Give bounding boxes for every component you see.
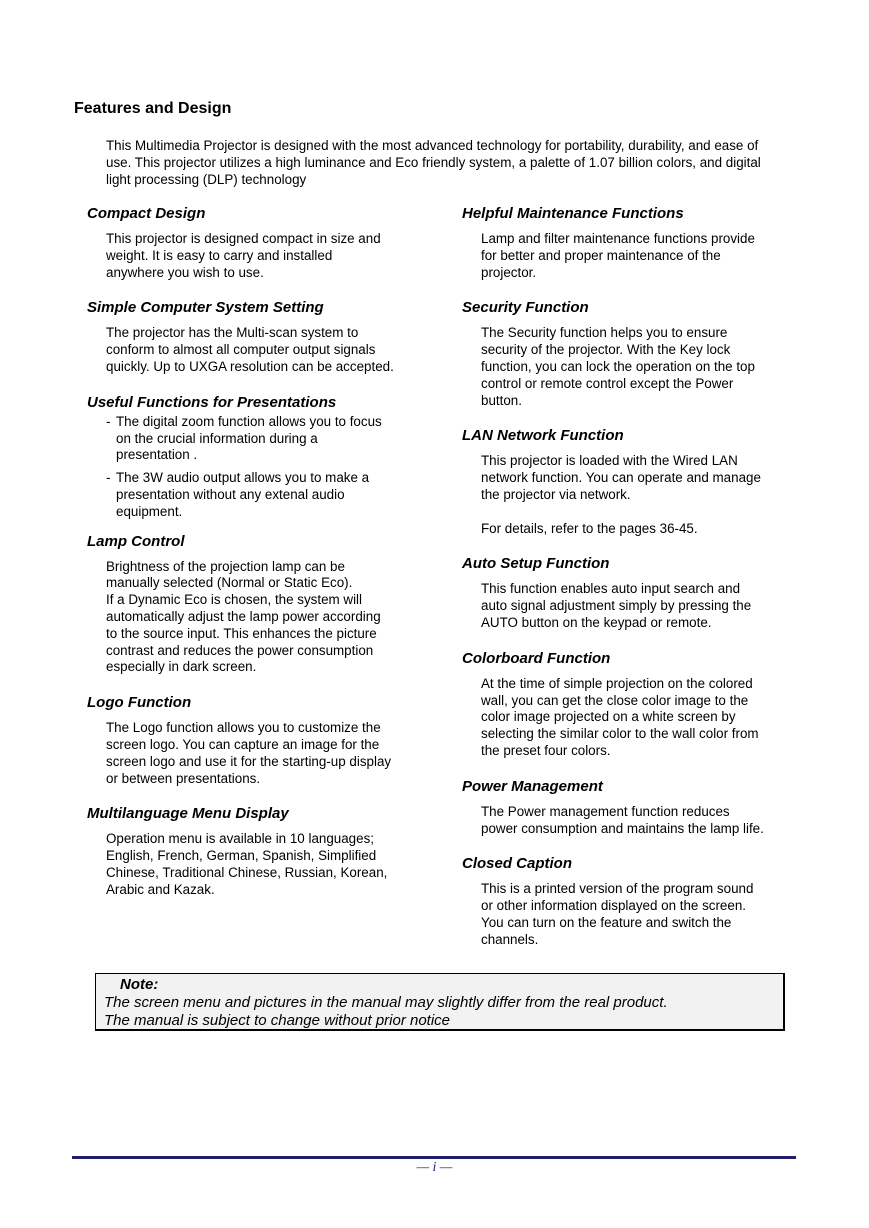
note-label: Note: — [120, 976, 159, 993]
section-power-management — [462, 778, 802, 838]
section-computer-setting — [87, 299, 432, 375]
section-logo-function — [87, 694, 432, 787]
section-title: Closed Caption — [462, 855, 573, 873]
section-closed-caption — [462, 855, 802, 948]
section-title: Lamp Control — [87, 532, 185, 550]
intro-paragraph: This Multimedia Projector is designed with the most advanced technology for portability, durability, and ease of use. This projector utilizes a high luminance and Eco friendly system, a palette of 1.07 billion colors, and digital light processing (DLP) technology — [106, 138, 761, 187]
section-title: Security Function — [462, 299, 589, 317]
note-text: The screen menu and pictures in the manual may slightly differ from the real product. — [104, 994, 668, 1011]
page-number: — i — — [416, 1160, 453, 1175]
section-body: This function enables auto input search and auto signal adjustment simply by pressing the AUTO button on the keypad or remote. — [481, 581, 752, 630]
section-title: Helpful Maintenance Functions — [462, 205, 684, 222]
section-body: Lamp and filter maintenance functions provide for better and proper maintenance of the projector. — [481, 231, 755, 280]
section-multilanguage — [87, 805, 432, 898]
section-title: Useful Functions for Presentations — [87, 393, 337, 411]
section-security — [462, 299, 802, 409]
section-body: The Security function helps you to ensure security of the projector. With the Key lock function, you can lock the operation on the top control or remote control except the Power button. — [481, 325, 755, 408]
section-compact-design — [87, 205, 432, 281]
bullet-item — [106, 470, 432, 520]
section-body: The Power management function reduces power consumption and maintains the lamp life. — [481, 803, 764, 836]
section-body: This projector is designed compact in size and weight. It is easy to carry and installed anywhere you wish to use. — [106, 231, 381, 280]
right-column — [462, 205, 802, 967]
section-title: Colorboard Function — [462, 649, 611, 667]
bullet-item — [106, 414, 432, 464]
left-column — [87, 205, 432, 917]
section-colorboard — [462, 650, 802, 760]
note-text: The manual is subject to change without prior notice — [104, 1012, 451, 1029]
section-body: This projector is loaded with the Wired LAN network function. You can operate and manage the projector via network. For details, refer to the pages 36-45. — [481, 453, 761, 536]
section-body: The Logo function allows you to customize the screen logo. You can capture an image for the screen logo and use it for the starting-up display or between presentations. — [106, 720, 392, 786]
section-title: Logo Function — [87, 694, 192, 712]
section-title: LAN Network Function — [462, 427, 624, 445]
footer-rule — [72, 1156, 796, 1159]
section-body: Operation menu is available in 10 languages; English, French, German, Spanish, Simplified Chinese, Traditional Chinese, Russian, Korean, Arabic and Kazak. — [106, 831, 388, 897]
section-title: Power Management — [462, 777, 603, 795]
section-title: Simple Computer System Setting — [87, 299, 324, 317]
section-maintenance — [462, 205, 802, 281]
bullet-text: The 3W audio output allows you to make a presentation without any extenal audio equipment. — [116, 470, 370, 519]
bullet-text: The digital zoom function allows you to focus on the crucial information during a presentation . — [116, 413, 382, 463]
section-presentations — [87, 394, 432, 521]
section-body: Brightness of the projection lamp can be manually selected (Normal or Static Eco). If a Dynamic Eco is chosen, the system will automatically adjust the lamp power according to the source input. This enhances the picture contrast and reduces the power consumption especially in dark screen. — [106, 558, 381, 675]
page-title: Features and Design — [74, 100, 232, 117]
section-lan-network — [462, 427, 802, 537]
section-auto-setup — [462, 555, 802, 631]
section-body: The projector has the Multi-scan system to conform to almost all computer output signals quickly. Up to UXGA resolution can be accepted. — [106, 325, 394, 374]
section-body: This is a printed version of the program sound or other information displayed on the screen. You can turn on the feature and switch the channels. — [481, 881, 754, 947]
bullet-list — [106, 414, 432, 521]
section-title: Auto Setup Function — [462, 555, 610, 573]
section-title: Multilanguage Menu Display — [87, 805, 289, 823]
section-body: At the time of simple projection on the colored wall, you can get the close color image to the color image projected on a white screen by selecting the similar color to the wall color from the preset four colors. — [481, 675, 759, 758]
section-title: Compact Design — [87, 205, 206, 222]
note-box — [95, 973, 785, 1031]
section-lamp-control — [87, 533, 432, 677]
